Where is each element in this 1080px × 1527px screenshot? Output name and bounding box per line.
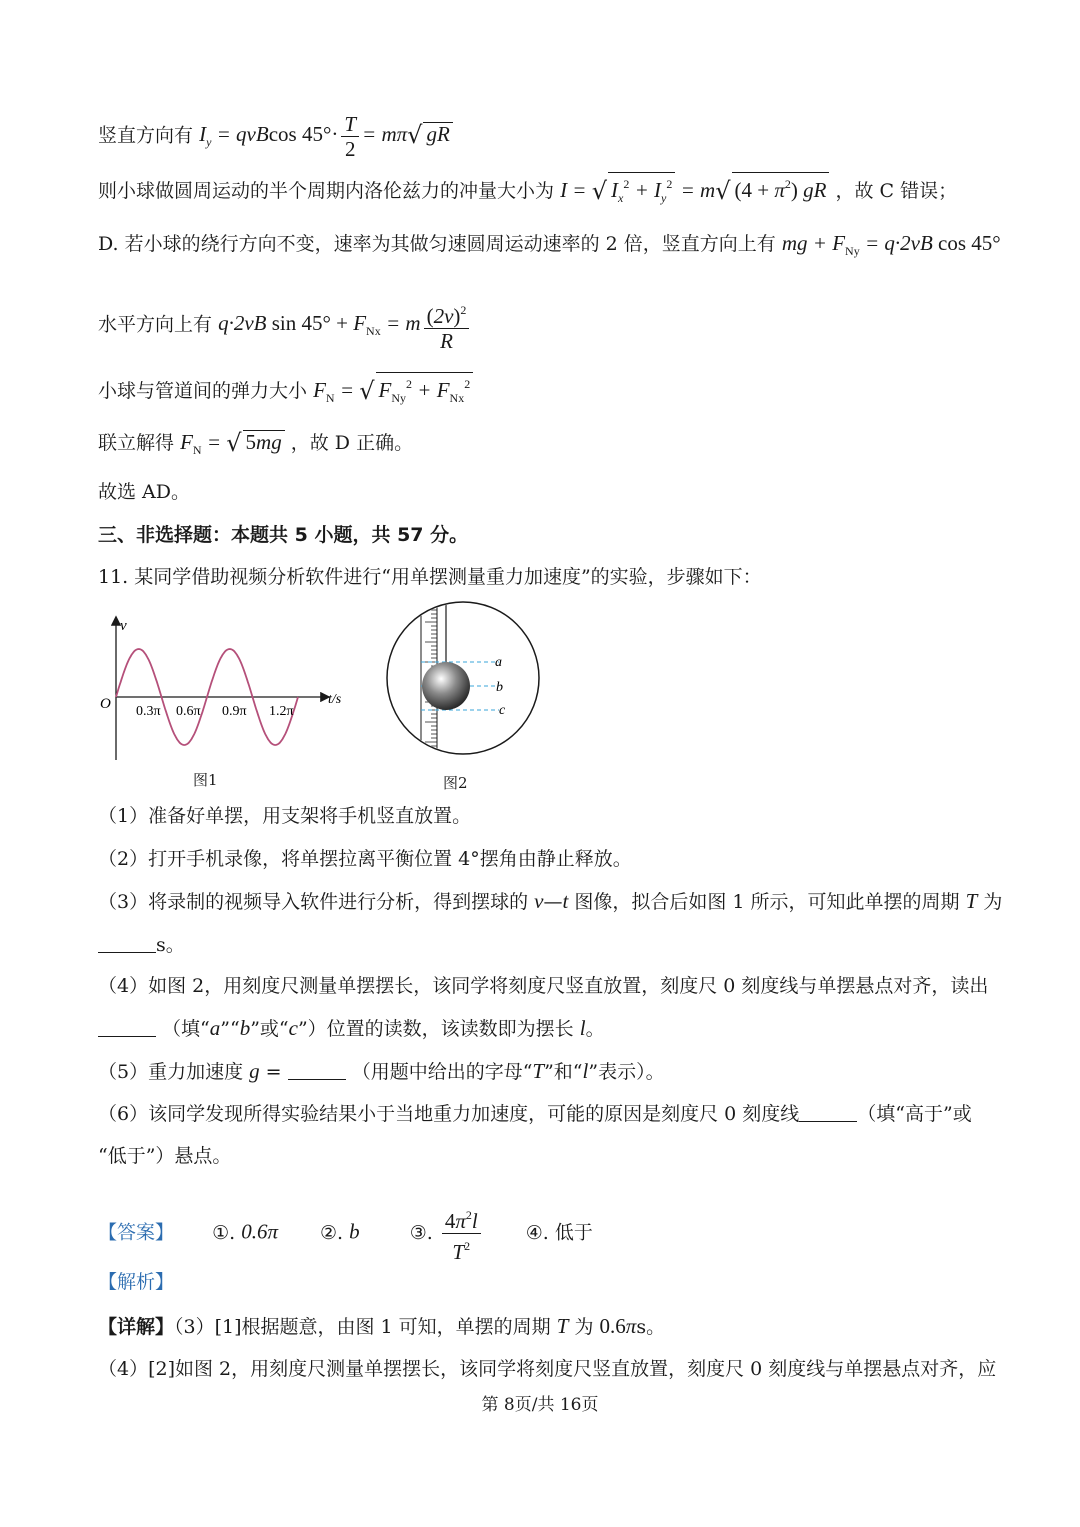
x-axis-label: t/s	[328, 692, 342, 707]
pendulum-ball	[422, 662, 470, 710]
tick-label-4: 1.2π	[269, 704, 294, 719]
step-4-continued: （填“a”“b”或“c”）位置的读数，该读数即为摆长 l。	[98, 1014, 605, 1043]
answer-blank-1[interactable]	[98, 934, 156, 953]
question-11-stem: 11. 某同学借助视频分析软件进行“用单摆测量重力加速度”的实验，步骤如下：	[98, 566, 762, 588]
step-6-continued: “低于”）悬点。	[98, 1145, 232, 1167]
normal-force-line: 小球与管道间的弹力大小 $F_N$ = √ $F_{Ny}^2 + F_{Nx}^2$	[98, 372, 473, 412]
step-2: （2）打开手机录像，将单摆拉离平衡位置 4°摆角由静止释放。	[98, 848, 632, 870]
solve-line: 联立解得 $F_N$ = √ 5mg ，故 D 正确。	[98, 429, 414, 457]
horizontal-force-formula: q·2vB $\sin 45^\circ + F_{Nx} = m$ $\frac{(2v)^2}{R}$	[218, 311, 472, 335]
answer-line: 【答案】 ①. 0.6π ②. b ③. $\frac{4\pi^2l}{T^2}$ ④. 低于	[98, 1203, 593, 1264]
answer-3-formula: $\frac{4\pi^2l}{T^2}$	[442, 1203, 481, 1264]
section-heading: 三、非选择题：本题共 5 小题，共 57 分。	[98, 524, 469, 546]
answer-2: b	[349, 1219, 360, 1244]
origin-label: O	[100, 696, 111, 712]
label-c: c	[499, 703, 506, 718]
tick-label-2: 0.6π	[176, 704, 201, 719]
answer-4: 低于	[554, 1221, 593, 1244]
detail-line-4: （4）[2]如图 2，用刻度尺测量单摆摆长，该同学将刻度尺竖直放置，刻度尺 0 刻度线与单摆悬点对齐，应	[98, 1358, 997, 1380]
y-axis-label: v	[120, 618, 127, 634]
detail-tag: 【详解】	[98, 1316, 175, 1338]
analysis-tag: 【解析】	[98, 1271, 175, 1293]
figure-2-ruler-ball	[383, 600, 543, 760]
step-3-blank-line: s。	[98, 931, 185, 959]
choose-line: 故选 AD。	[98, 481, 190, 503]
step-1: （1）准备好单摆，用支架将手机竖直放置。	[98, 805, 472, 827]
figure-2-caption: 图2	[443, 774, 468, 792]
tick-label-3: 0.9π	[222, 704, 247, 719]
answer-blank-3[interactable]	[288, 1061, 346, 1080]
tick-label-1: 0.3π	[136, 704, 161, 719]
page-footer: 第 8页/共 16页	[481, 1395, 599, 1415]
vertical-impulse-line: 竖直方向有 $I_y = qvBcos$ 45°· $\frac{T}{2}$ = mπ√ gR	[98, 112, 453, 161]
vertical-force-formula: mg + $F_{Ny} = q\cdot 2vB$ cos 45°	[781, 231, 1001, 258]
detail-line-3: 【详解】（3）[1]根据题意，由图 1 可知，单摆的周期 T 为 0.6πs。	[98, 1314, 666, 1338]
answer-blank-2[interactable]	[98, 1018, 156, 1037]
half-period-impulse-line: 则小球做圆周运动的半个周期内洛伦兹力的冲量大小为 I = √ $I_x^2 + I_y^2 = m√$ $(4 + \pi^2)$ gR ，故 C 错误；	[98, 172, 957, 209]
horizontal-force-line: 水平方向上有 q·2vB $\sin 45^\circ + F_{Nx} = m$ $\frac{(2v)^2}{R}$	[98, 298, 472, 353]
solve-formula: $F_N$ = √ 5mg	[180, 430, 285, 454]
figure-1-caption: 图1	[193, 771, 218, 789]
step-6: （6）该同学发现所得实验结果小于当地重力加速度，可能的原因是刻度尺 0 刻度线 （填“高于”或	[98, 1103, 972, 1125]
option-d-line: D. 若小球的绕行方向不变，速率为其做匀速圆周运动速率的 2 倍，竖直方向上有 mg + $F_{Ny} = q\cdot 2vB$ cos 45°	[98, 231, 1001, 258]
label-a: a	[495, 655, 502, 670]
answer-tag: 【答案】	[98, 1221, 175, 1244]
impulse-magnitude-formula: I = √ $I_x^2 + I_y^2 = m√$ $(4 + \pi^2)$ gR	[560, 178, 829, 202]
vertical-impulse-formula: $I_y = qvBcos$ 45°· $\frac{T}{2}$ = mπ√ gR	[199, 122, 453, 146]
normal-force-formula: $F_N$ = √ $F_{Ny}^2 + F_{Nx}^2$	[313, 378, 473, 402]
step-4: （4）如图 2，用刻度尺测量单摆摆长，该同学将刻度尺竖直放置，刻度尺 0 刻度线与单摆悬点对齐，读出	[98, 975, 989, 997]
answer-1: 0.6π	[241, 1219, 278, 1244]
step-3: （3）将录制的视频导入软件进行分析，得到摆球的 v—t 图像，拟合后如图 1 所示，可知此单摆的周期 T 为	[98, 889, 1003, 913]
step-5: （5）重力加速度 g = （用题中给出的字母“T”和“l”表示）。	[98, 1059, 665, 1083]
label-b: b	[496, 680, 503, 695]
answer-blank-4[interactable]	[799, 1103, 857, 1122]
figure-1-vt-graph	[96, 612, 356, 767]
